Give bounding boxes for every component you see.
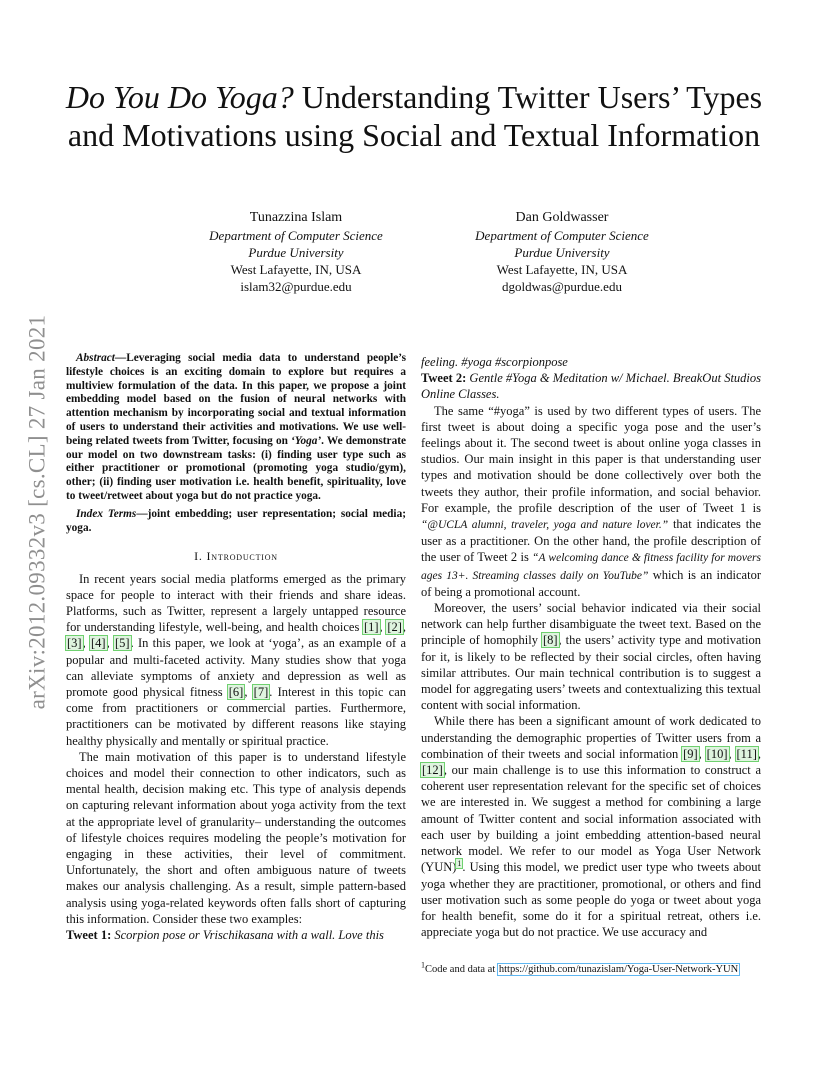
author-location: West Lafayette, IN, USA [230, 262, 362, 277]
paragraph-text: , our main challenge is to use this information to construct a coherent user representation relevant for the specific set of choices we are interested in. We suggest a method for combining a large amount of Twitter content and social information associated with each user by building a joint embedding attention-based neural network model. We refer to our model as Yoga User Network (YUN) [421, 763, 761, 875]
intro-paragraph-4 [421, 600, 761, 713]
title-italic-part: Do You Do Yoga? [65, 79, 294, 115]
abstract-text-1: —Leveraging social media data to understand people’s lifestyle choices is an exciting domain to explore but requires a multiview formulation of the data. In this paper, we propose a joint embedding model based on the fusion of neural networks with attention mechanism by incorporating social and textual information of users to understand their activities and motivations. We use well-being related tweets from Twitter, focusing on [66, 352, 406, 447]
section-heading-introduction: I. Introduction [194, 549, 278, 564]
paragraph-text: . Interest in this topic can come from practitioners or commercial parties. Furthermore, practitioners can be motivated by different reasons like staying healthy physically and mentally or spiritual practice. [66, 684, 406, 748]
abstract-yoga-term: ‘Yoga’ [291, 434, 322, 447]
left-column [66, 352, 406, 943]
paragraph-text: . In this paper, we look at ‘yoga’, as an example of a popular and multi-faceted activity. Many studies show that yoga can alleviate symptoms of anxiety and depression as well as promote good physical fitness [66, 636, 407, 699]
author-department: Department of Computer Science [475, 228, 649, 243]
author-name: Dan Goldwasser [515, 210, 609, 225]
intro-paragraph-1: In recent years social media platforms emerged as the primary space for people to interact with their friends and share ideas. Platforms, such as Twitter, represent a largely untapped resource for understanding lifestyle, well-being, and health choices [1], [2], [3], [4], [5]. In this paper, we look at ‘yoga’, as an example of a popular and multi-faceted activity. Many studies show that yoga can alleviate symptoms of anxiety and depression as well as promote good physical fitness [6], [7]. Interest in this topic can come from practitioners or commercial parties. Furthermore, practitioners can be motivated by different reasons like staying healthy physically and mentally or spiritual practice. [66, 571, 407, 748]
abstract-label: Abstract [76, 352, 115, 364]
intro-paragraph-3 [421, 403, 761, 600]
tweet-1 [66, 927, 406, 943]
citation-link[interactable]: [2] [387, 620, 402, 635]
citation-link[interactable]: [7] [253, 684, 269, 699]
citation-link[interactable]: [9] [683, 746, 698, 761]
index-terms-label: Index Terms [76, 507, 137, 520]
intro-paragraph-5: While there has been a significant amount of work dedicated to understanding the demographic properties of Twitter users from a combination of their tweets and social information [9], [10], [11], [12], our main challenge is to use this information to construct a coherent user representation relevant for the specific set of choices we are interested in. We suggest a method for combining a large amount of Twitter content and social information associated with each user by building a joint embedding attention-based neural network model. We refer to our model as Yoga User Network (YUN)$^1$. Using this model, we predict user type who tweets about yoga whether they are practitioner, promotional, or others and find user motivation such as some people do yoga or tweet about yoga for health benefit, some do it for a spiritual retreat, others i.e. appreciate yoga but do not practice. We use accuracy and [421, 714, 761, 940]
arxiv-id-text: arXiv:2012.09332v3 [cs.CL] 27 Jan 2021 [24, 314, 49, 710]
index-terms [66, 508, 406, 536]
tweet-label: Tweet 1: [66, 928, 112, 943]
citation-link[interactable]: [5] [115, 636, 130, 651]
intro-paragraph-2: The main motivation of this paper is to understand lifestyle choices and model their connection to other indicators, such as mental health, decision making etc. This type of analysis depends on capturing relevant information about yoga activity from the text at the appropriate level of granularity– understanding the outcomes of lifestyle choices requires modeling the people’s motivation for engaging in these activities, their level of commitment. Unfortunately, the short and often ambiguous nature of tweets makes our analysis challenging. As a result, simple pattern-based analysis using yoga-related keywords often falls short of capturing this information. Consider these two examples: [66, 749, 406, 926]
citation-link[interactable]: [1] [363, 620, 379, 635]
abstract-text-2: . We demonstrate our model on two downstream tasks: (i) finding user type such as either practitioner or promotional (promoting yoga studio/gym), other; (ii) finding user motivation i.e. health benefit, spirituality, love to tweet/retweet about yoga but do not practice yoga. [66, 434, 406, 502]
paragraph-text: In recent years social media platforms emerged as the primary space for people to interact with their friends and share ideas. Platforms, such as Twitter, represent a largely untapped resource for understanding lifestyle, well-being, and health choices [66, 571, 406, 635]
paper-title [60, 78, 768, 154]
paragraph-text: The same “#yoga” is used by two different types of users. The first tweet is about doing a specific yoga pose and the user’s feelings about it. The second tweet is about online yoga classes in studios. Our main insight in this paper is that understanding user types and motivation should be done collectively over both the tweets they author, their profile information, and social behavior. For example, the profile description of the user of Tweet 1 is [421, 403, 761, 515]
tweet-text: Scorpion pose or Vrischikasana with a wall. Love this [114, 928, 384, 943]
tweet-1-continuation: feeling. #yoga #scorpionpose [421, 355, 568, 369]
author-block-1 [146, 209, 446, 295]
footnote-link[interactable]: 1 [457, 859, 462, 869]
author-email: dgoldwas@purdue.edu [502, 279, 622, 294]
tweet-2 [421, 370, 761, 402]
profile-quote-1: “@UCLA alumni, traveler, yoga and nature lover.” [421, 519, 669, 532]
citation-link[interactable]: [6] [228, 684, 244, 699]
paragraph-text: , the users’ activity type and motivation for it, is likely to be reflected by their social circles, often having similar attributes. Our main technical contribution is to suggest a model for aggregating users’ tweets and contextualizing this textual content with social information. [421, 633, 761, 713]
index-terms-text: —joint embedding; user representation; social media; yoga. [66, 507, 406, 534]
author-department: Department of Computer Science [209, 228, 383, 243]
citation-link[interactable]: [4] [91, 636, 106, 651]
author-email: islam32@purdue.edu [240, 279, 352, 294]
paragraph-text: Moreover, the users’ social behavior indicated via their social network can help further disambiguate the tweet text. Based on the principle of homophily [421, 601, 761, 648]
citation-link[interactable]: [8] [542, 633, 558, 648]
citation-link[interactable]: [10] [706, 746, 728, 761]
title-rest: Understanding Twitter Users’ Types and Motivations using Social and Textual Information [67, 79, 763, 153]
repository-link[interactable]: https://github.com/tunazislam/Yoga-User-Network-YUN [498, 964, 739, 975]
tweet-label: Tweet 2: [421, 371, 467, 386]
author-block-2 [412, 209, 712, 295]
author-university: Purdue University [248, 245, 344, 260]
paragraph-text: which is an indicator of being a promotional account. [421, 567, 761, 599]
paragraph-text: that indicates the user as a practitioner. On the other hand, the profile description of the user of Tweet 2 is [421, 517, 761, 565]
paragraph-text: While there has been a significant amount of work dedicated to understanding the demographic properties of Twitter users from a combination of their tweets and social information [421, 714, 761, 761]
right-column [421, 354, 761, 940]
paragraph-text: . Using this model, we predict user type who tweets about yoga whether they are practitioner, promotional, or others and find user motivation such as some people do yoga or tweet about yoga for health benefit, some do it for a spiritual retreat, others i.e. appreciate yoga but do not practice. We use accuracy and [421, 860, 761, 940]
footnote-text: Code and data at [425, 964, 498, 975]
arxiv-identifier-stamp [22, 292, 52, 732]
citation-link[interactable]: [3] [67, 636, 82, 651]
abstract [66, 352, 406, 504]
citation-link[interactable]: [11] [736, 746, 757, 761]
author-location: West Lafayette, IN, USA [496, 262, 628, 277]
footnote [421, 960, 766, 976]
profile-quote-2: “A welcoming dance & fitness facility for movers ages 13+. Streaming classes daily on YouTube” [421, 552, 762, 582]
author-name: Tunazzina Islam [249, 210, 343, 225]
citation-link[interactable]: [12] [422, 763, 443, 778]
tweet-text: Gentle #Yoga & Meditation w/ Michael. BreakOut Studios Online Classes. [421, 371, 762, 402]
footnote-mark: 1 [421, 960, 425, 970]
author-university: Purdue University [514, 245, 610, 260]
